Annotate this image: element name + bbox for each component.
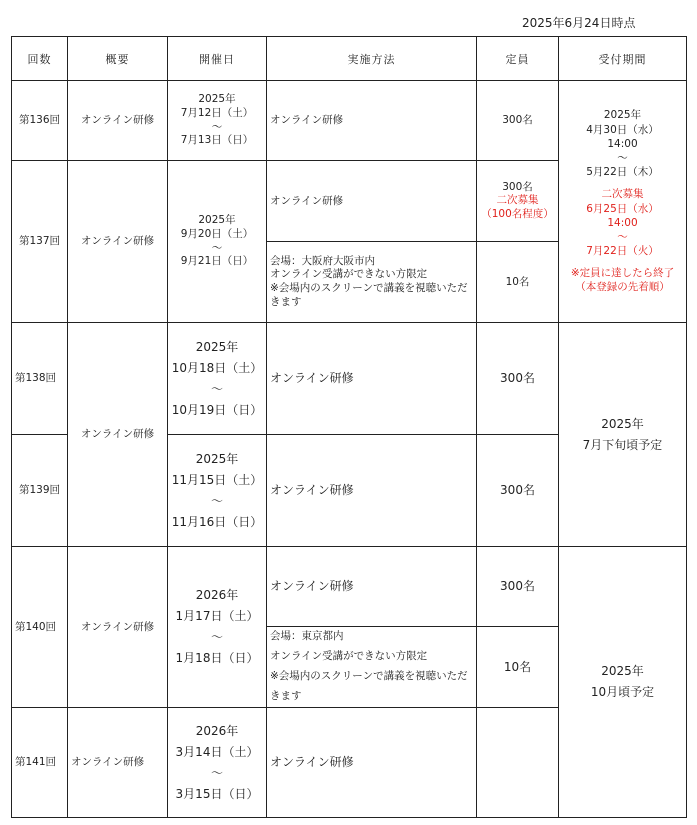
date-cell: 2025年 7月12日（土） ～ 7月13日（日） <box>168 81 267 161</box>
capacity-cell: 300名 <box>477 81 559 161</box>
method-cell: オンライン研修 <box>267 708 477 818</box>
method-cell: オンライン研修 <box>267 81 477 161</box>
date-cell: 2026年 1月17日（土） ～ 1月18日（日） <box>168 547 267 708</box>
capacity-cell: 300名 二次募集 （100名程度） <box>477 161 559 242</box>
header-reception: 受付期間 <box>559 37 687 81</box>
capacity-cell: 300名 <box>477 547 559 627</box>
capacity-cell: 10名 <box>477 627 559 708</box>
capacity-cell: 300名 <box>477 435 559 547</box>
venue-method-cell: 会場：東京都内 オンライン受講ができない方限定 ※会場内のスクリーンで講義を視聴いただきます <box>267 627 477 708</box>
capacity-cell: 10名 <box>477 242 559 323</box>
capacity-note: ※定員に達したら終了 <box>570 267 675 280</box>
summary-cell: オンライン研修 <box>68 708 168 818</box>
as-of-date: 2025年6月24日時点 <box>522 16 636 30</box>
round-cell: 第138回 <box>12 323 68 435</box>
round-cell: 第139回 <box>12 435 68 547</box>
reception-cell: 2025年 10月頃予定 <box>559 547 687 818</box>
method-cell: オンライン研修 <box>267 323 477 435</box>
header-capacity: 定員 <box>477 37 559 81</box>
date-cell: 2025年 9月20日（土） ～ 9月21日（日） <box>168 161 267 323</box>
venue-method-cell: 会場：大阪府大阪市内 オンライン受講ができない方限定 ※会場内のスクリーンで講義を視聴いただきます <box>267 242 477 323</box>
date-cell: 2026年 3月14日（土） ～ 3月15日（日） <box>168 708 267 818</box>
capacity-cell <box>477 708 559 818</box>
header-date: 開催日 <box>168 37 267 81</box>
capacity-cell: 300名 <box>477 323 559 435</box>
header-summary: 概要 <box>68 37 168 81</box>
table-row <box>12 81 687 161</box>
summary-cell: オンライン研修 <box>68 161 168 323</box>
schedule-table <box>11 36 687 818</box>
second-recruit-label: 二次募集 <box>601 188 644 201</box>
summary-cell: オンライン研修 <box>68 81 168 161</box>
summary-cell: オンライン研修 <box>68 547 168 708</box>
round-cell: 第140回 <box>12 547 68 708</box>
method-cell: オンライン研修 <box>267 435 477 547</box>
table-row <box>12 547 687 627</box>
table-row <box>12 323 687 435</box>
date-cell: 2025年 11月15日（土） ～ 11月16日（日） <box>168 435 267 547</box>
date-cell: 2025年 10月18日（土） ～ 10月19日（日） <box>168 323 267 435</box>
method-cell: オンライン研修 <box>267 547 477 627</box>
header-round: 回数 <box>12 37 68 81</box>
round-cell: 第137回 <box>12 161 68 323</box>
method-cell: オンライン研修 <box>267 161 477 242</box>
reception-cell: 2025年 4月30日（水） 14:00 ～ 5月22日（木） 二次募集 6月25日（水） 14:00 ～ 7月22日（火） ※定員に達したら終了 （本登録の先着順） <box>559 81 687 323</box>
reception-cell: 2025年 7月下旬頃予定 <box>559 323 687 547</box>
round-cell: 第136回 <box>12 81 68 161</box>
round-cell: 第141回 <box>12 708 68 818</box>
header-method: 実施方法 <box>267 37 477 81</box>
header-row <box>12 37 687 81</box>
summary-cell: オンライン研修 <box>68 323 168 547</box>
